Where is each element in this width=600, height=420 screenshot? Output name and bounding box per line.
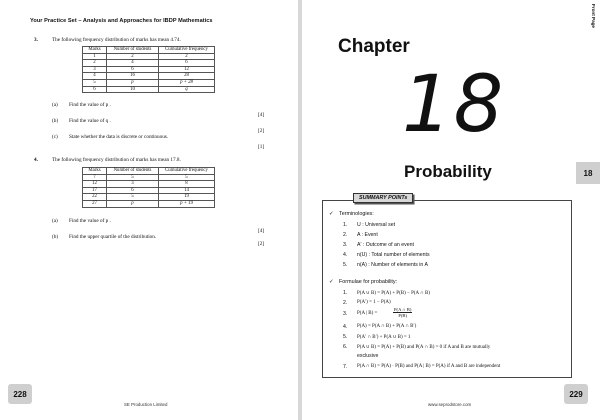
item-text: A′ : Outcome of an event [357,242,414,248]
part-label: (c) [52,134,58,140]
chapter-title: Probability [404,162,492,181]
item-number: 5. [343,334,348,340]
question-stem: The following frequency distribution of marks has mean 17.8. [52,157,181,163]
front-page-label: Front Page [591,4,596,28]
marks-label: [2] [258,128,265,134]
item-number: 3. [343,311,348,317]
item-number: 3. [343,242,348,248]
table-row [83,200,215,207]
marks-label: [4] [258,112,265,118]
item-number: 1. [343,290,348,296]
table-cell: 16 [107,73,159,80]
chapter-number: 18 [402,60,506,150]
table-cell: 2 [159,53,215,60]
section-title: Terminologies: [339,211,374,217]
table-header-row [83,47,215,54]
item-text: A : Event [357,232,378,238]
table-cell: 12 [159,66,215,73]
table-row [83,181,215,188]
table-cell: 4 [107,60,159,67]
item-text: exclusive [357,353,379,359]
left-page [0,0,298,420]
table-cell: 5 [159,174,215,181]
table-cell: 5 [107,194,159,201]
question-number: 4. [34,157,38,163]
table-cell: 4 [83,73,107,80]
table-cell: 1 [83,53,107,60]
table-cell: 27 [83,200,107,207]
frequency-table-q4 [82,167,215,208]
table-cell: 5 [107,174,159,181]
question-stem: The following frequency distribution of marks has mean 4.74. [52,37,181,43]
marks-label: [2] [258,241,265,247]
table-cell: q [159,86,215,93]
table-cell: 19 [159,194,215,201]
check-icon: ✓ [329,279,334,285]
item-number: 2. [343,232,348,238]
item-number: 6. [343,344,348,350]
item-formula: P(A ∩ B) = P(A) · P(B) and P(A | B) = P(A) if A and B are independent [357,364,501,369]
running-head: Your Practice Set – Analysis and Approaches for IBDP Mathematics [30,18,213,24]
table-row [83,86,215,93]
table-cell: 6 [83,86,107,93]
part-label: (a) [52,218,58,224]
table-cell: 17 [83,187,107,194]
item-formula: P(A′ ∩ B′) + P(A ∪ B) = 1 [357,335,411,340]
column-header: Cumulative frequency [159,168,215,175]
table-cell: p + 19 [159,200,215,207]
summary-title: SUMMARY POINTs [353,193,413,203]
item-number: 4. [343,252,348,258]
part-label: (b) [52,118,59,124]
part-label: (a) [52,102,58,108]
part-text: Find the upper quartile of the distribution. [69,234,157,240]
table-cell: 6 [159,60,215,67]
part-label: (b) [52,234,59,240]
table-cell: 12 [83,181,107,188]
table-row [83,66,215,73]
table-header-row [83,168,215,175]
item-number: 7. [343,364,348,370]
table-cell: 7 [83,174,107,181]
item-text: n(U) : Total number of elements [357,252,430,258]
column-header: Number of students [107,168,159,175]
check-icon: ✓ [329,211,334,217]
marks-label: [1] [258,144,265,150]
footer-url: www.seprodstore.com [428,402,472,407]
summary-points-box [322,195,572,378]
part-text: Find the value of p . [69,218,111,224]
part-text: Find the value of q . [69,118,111,124]
question-number: 3. [34,37,38,43]
right-page [302,0,600,420]
table-cell: 3 [83,66,107,73]
table-row [83,79,215,86]
column-header: Marks [83,168,107,175]
column-header: Number of students [107,47,159,54]
table-cell: 8 [159,181,215,188]
fraction [393,307,412,318]
table-cell: 28 [159,73,215,80]
item-formula: P(A | B) = [357,311,378,316]
table-cell: 5 [83,79,107,86]
item-formula: P(A) = P(A ∩ B) + P(A ∩ B′) [357,324,417,329]
table-cell: 22 [83,194,107,201]
column-header: Cumulative frequency [159,47,215,54]
table-cell: p + 28 [159,79,215,86]
table-cell: p [107,79,159,86]
column-header: Marks [83,47,107,54]
marks-label: [4] [258,228,265,234]
part-text: State whether the data is discrete or continuous. [69,134,169,140]
item-number: 2. [343,300,348,306]
table-row [83,73,215,80]
item-formula: P(A ∪ B) = P(A) + P(B) − P(A ∩ B) [357,291,430,296]
page-number: 229 [564,384,588,404]
table-cell: p [107,200,159,207]
table-cell: 10 [107,86,159,93]
item-formula: P(A ∪ B) = P(A) + P(B) and P(A ∩ B) = 0 if A and B are mutually [357,345,491,350]
item-number: 5. [343,262,348,268]
frequency-table-q3 [82,46,215,93]
table-cell: 6 [107,66,159,73]
table-cell: 14 [159,187,215,194]
table-cell: 6 [107,187,159,194]
item-text: n(A) : Number of elements in A [357,262,428,268]
table-row [83,53,215,60]
table-row [83,194,215,201]
footer-text: SE Production Limited [124,402,168,407]
table-cell: 3 [107,181,159,188]
table-cell: 2 [83,60,107,67]
item-text: U : Universal set [357,222,396,228]
table-row [83,174,215,181]
table-row [83,187,215,194]
table-row [83,60,215,67]
page-number: 228 [8,384,32,404]
part-text: Find the value of p . [69,102,111,108]
chapter-side-tab: 18 [576,162,600,184]
item-number: 4. [343,324,348,330]
item-formula: P(A′) = 1 − P(A) [357,300,391,305]
fraction-denominator: P(B) [398,313,408,318]
table-cell: 2 [107,53,159,60]
section-title: Formulae for probability: [339,279,398,285]
fraction-numerator: P(A ∩ B) [394,307,412,312]
item-number: 1. [343,222,348,228]
chapter-heading: Chapter [338,36,410,57]
